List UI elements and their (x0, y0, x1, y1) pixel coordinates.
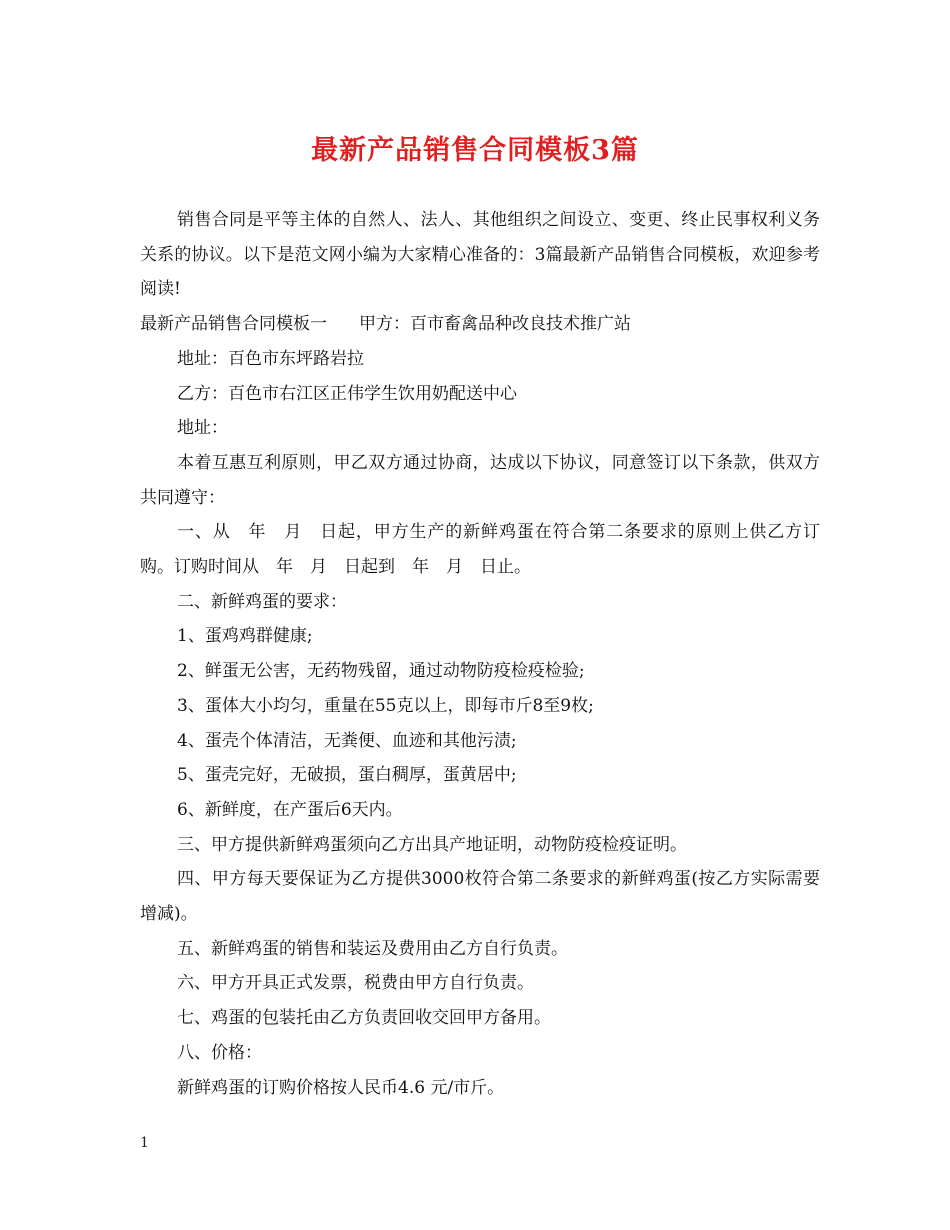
clause-item: 5、蛋壳完好，无破损，蛋白稠厚，蛋黄居中; (177, 765, 517, 786)
page-number: 1 (140, 1135, 149, 1151)
clause-item: 二、新鲜鸡蛋的要求： (177, 591, 347, 612)
party-a-address: 地址：百色市东坪路岩拉 (177, 348, 364, 369)
clause-item: 四、甲方每天要保证为乙方提供3000枚符合第二条要求的新鲜鸡蛋(按乙方实际需要增减)。 (140, 869, 820, 925)
clause-item: 六、甲方开具正式发票，税费由甲方自行负责。 (177, 973, 534, 994)
clause-item: 三、甲方提供新鲜鸡蛋须向乙方出具产地证明，动物防疫检疫证明。 (177, 834, 687, 855)
clause-item: 新鲜鸡蛋的订购价格按人民币4.6 元/市斤。 (177, 1077, 505, 1098)
clause-item: 6、新鲜度，在产蛋后6天内。 (177, 799, 403, 820)
clause-item: 八、价格： (177, 1042, 262, 1063)
clause-item: 1、蛋鸡鸡群健康; (177, 626, 313, 647)
party-a: 甲方：百市畜禽品种改良技术推广站 (359, 314, 631, 335)
party-b: 乙方：百色市右江区正伟学生饮用奶配送中心 (177, 383, 517, 404)
clause-item: 3、蛋体大小均匀，重量在55克以上，即每市斤8至9枚; (177, 695, 594, 716)
template-heading-line (140, 307, 820, 342)
clause-item: 七、鸡蛋的包装托由乙方负责回收交回甲方备用。 (177, 1008, 551, 1029)
clause-item: 2、鲜蛋无公害，无药物残留，通过动物防疫检疫检验; (177, 661, 585, 682)
intro-paragraph: 销售合同是平等主体的自然人、法人、其他组织之间设立、变更、终止民事权利义务关系的协议。以下是范文网小编为大家精心准备的：3篇最新产品销售合同模板，欢迎参考阅读! (140, 210, 820, 300)
clause-item: 五、新鲜鸡蛋的销售和装运及费用由乙方自行负责。 (177, 938, 568, 959)
clause-item: 4、蛋壳个体清洁，无粪便、血迹和其他污渍; (177, 730, 517, 751)
clause-item: 一、从 年 月 日起，甲方生产的新鲜鸡蛋在符合第二条要求的原则上供乙方订购。订购时间从 年 月 日起到 年 月 日止。 (140, 522, 820, 578)
party-b-address: 地址： (177, 418, 228, 439)
template-heading: 最新产品销售合同模板一 (140, 314, 327, 335)
document-title: 最新产品销售合同模板3篇 (311, 135, 639, 166)
preamble-paragraph: 本着互惠互利原则，甲乙双方通过协商，达成以下协议，同意签订以下条款，供双方共同遵守： (140, 452, 820, 508)
document-body (140, 203, 820, 1105)
